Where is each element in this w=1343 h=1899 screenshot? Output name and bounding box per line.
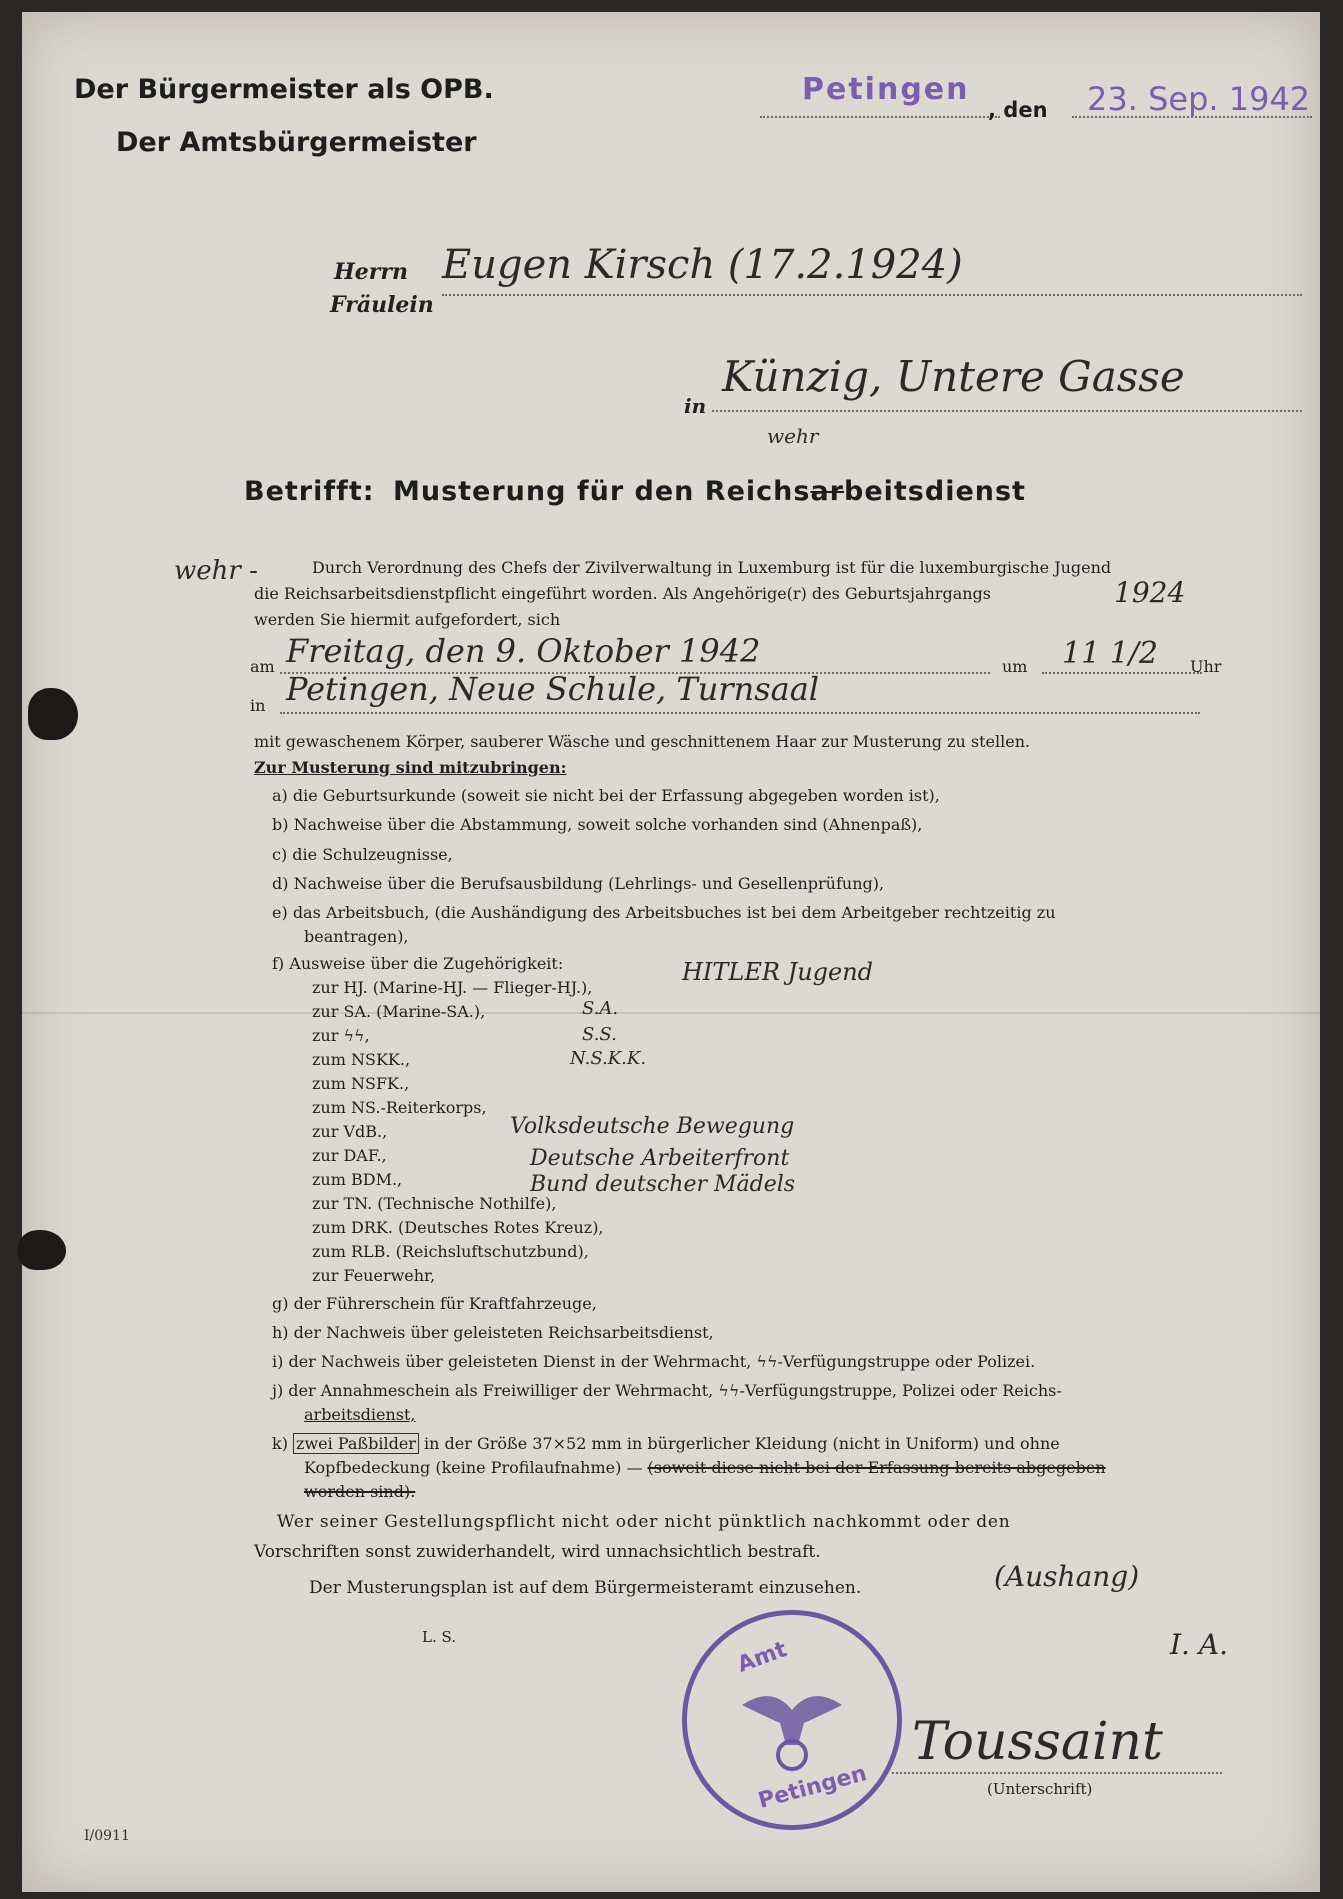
authority-line-1: Der Bürgermeister als OPB.	[74, 74, 494, 105]
stamp-top-text: Amt	[734, 1637, 791, 1678]
subject-text: Musterung für den Reichs	[392, 476, 811, 507]
item-j: j) der Annahmeschein als Freiwilliger der Wehrmacht, ϟϟ-Verfügungstruppe, Polizei oder Reichs-	[272, 1381, 1062, 1400]
item-j-cont: arbeitsdienst,	[304, 1405, 416, 1424]
subject-insert-wehr: wehr	[767, 424, 819, 448]
form-number: I/0911	[84, 1828, 130, 1844]
closing-line-2: Vorschriften sonst zuwiderhandelt, wird unnachsichtlich bestraft.	[254, 1542, 821, 1562]
am-label: am	[250, 657, 275, 676]
membership-bdm: zum BDM.,	[312, 1170, 403, 1189]
item-d: d) Nachweise über die Berufsausbildung (Lehrlings- und Gesellenprüfung),	[272, 874, 885, 893]
document-sheet	[22, 12, 1320, 1892]
signature: Toussaint	[912, 1712, 1163, 1772]
in-label-2: in	[250, 696, 266, 715]
note-sa: S.A.	[582, 998, 619, 1019]
membership-drk: zum DRK. (Deutsches Rotes Kreuz),	[312, 1218, 604, 1237]
item-g: g) der Führerschein für Kraftfahrzeuge,	[272, 1294, 597, 1313]
official-stamp	[682, 1610, 902, 1830]
body-line-4: mit gewaschenem Körper, sauberer Wäsche und geschnittenem Haar zur Musterung zu stellen.	[254, 732, 1031, 751]
subject-prefix: Betrifft:	[244, 476, 375, 507]
date-stamp: 23. Sep. 1942	[1087, 80, 1311, 118]
eagle-emblem	[732, 1665, 852, 1785]
in-value: Petingen, Neue Schule, Turnsaal	[286, 670, 820, 708]
subject-line	[244, 476, 1026, 507]
margin-note-wehr: wehr -	[174, 556, 258, 586]
item-k-cont-2: worden sind).	[304, 1482, 416, 1501]
ia-note: I. A.	[1170, 1628, 1228, 1661]
membership-reiterkorps: zum NS.-Reiterkorps,	[312, 1098, 487, 1117]
item-f: f) Ausweise über die Zugehörigkeit:	[272, 954, 564, 973]
body-line-3: werden Sie hiermit aufgefordert, sich	[254, 610, 561, 629]
item-b: b) Nachweise über die Abstammung, soweit solche vorhanden sind (Ahnenpaß),	[272, 815, 923, 834]
birth-year: 1924	[1114, 576, 1186, 609]
authority-line-2: Der Amtsbürgermeister	[116, 127, 477, 158]
uhr-label: Uhr	[1190, 657, 1222, 676]
note-hitler-jugend: HITLER Jugend	[682, 958, 874, 986]
note-ss: S.S.	[582, 1024, 617, 1045]
membership-hj: zur HJ. (Marine-HJ. — Flieger-HJ.),	[312, 978, 593, 997]
closing-line-3: Der Musterungsplan ist auf dem Bürgermeisteramt einzusehen.	[309, 1578, 862, 1598]
item-e: e) das Arbeitsbuch, (die Aushändigung des Arbeitsbuches ist bei dem Arbeitgeber rechtzeitig zu	[272, 903, 1056, 922]
um-value: 11 1/2	[1062, 636, 1158, 671]
salutation-herrn: Herrn	[334, 259, 408, 285]
body-line-2: die Reichsarbeitsdienstpflicht eingeführt worden. Als Angehörige(r) des Geburtsjahrgangs	[254, 584, 991, 603]
membership-sa: zur SA. (Marine-SA.),	[312, 1002, 486, 1021]
am-value: Freitag, den 9. Oktober 1942	[286, 632, 761, 670]
membership-daf: zur DAF.,	[312, 1146, 387, 1165]
item-k-cont: Kopfbedeckung (keine Profilaufnahme) — (soweit diese nicht bei der Erfassung bereits abgegeben	[304, 1458, 1106, 1477]
ls-label: L. S.	[422, 1628, 457, 1646]
membership-nsfk: zum NSFK.,	[312, 1074, 410, 1093]
salutation-fraeulein: Fräulein	[330, 292, 434, 318]
note-aushang: (Aushang)	[994, 1560, 1140, 1593]
bring-heading: Zur Musterung sind mitzubringen:	[254, 758, 567, 777]
membership-ss: zur ϟϟ,	[312, 1026, 370, 1045]
subject-suffix: beitsdienst	[844, 476, 1026, 507]
note-vdb: Volksdeutsche Bewegung	[510, 1114, 795, 1139]
punch-hole-top	[28, 688, 78, 740]
item-k: k) zwei Paßbilder in der Größe 37×52 mm in bürgerlicher Kleidung (nicht in Uniform) und ohne	[272, 1434, 1060, 1453]
stamp-bottom-text: Petingen	[755, 1761, 870, 1814]
membership-nskk: zum NSKK.,	[312, 1050, 411, 1069]
place-stamp: Petingen	[802, 72, 970, 107]
membership-rlb: zum RLB. (Reichsluftschutzbund),	[312, 1242, 589, 1261]
membership-vdb: zur VdB.,	[312, 1122, 388, 1141]
addressee-place: Künzig, Untere Gasse	[722, 352, 1185, 401]
subject-struck: ar	[810, 476, 844, 507]
item-c: c) die Schulzeugnisse,	[272, 845, 453, 864]
membership-tn: zur TN. (Technische Nothilfe),	[312, 1194, 557, 1213]
addressee-name: Eugen Kirsch (17.2.1924)	[442, 242, 963, 288]
item-i: i) der Nachweis über geleisteten Dienst in der Wehrmacht, ϟϟ-Verfügungstruppe oder Polizei.	[272, 1352, 1036, 1371]
membership-feuerwehr: zur Feuerwehr,	[312, 1266, 436, 1285]
note-nskk: N.S.K.K.	[570, 1048, 647, 1069]
in-label: in	[684, 394, 707, 418]
body-line-1: Durch Verordnung des Chefs der Zivilverwaltung in Luxemburg ist für die luxemburgische Jugend	[312, 558, 1112, 577]
den-label: , den	[988, 98, 1048, 122]
um-label: um	[1002, 657, 1028, 676]
item-a: a) die Geburtsurkunde (soweit sie nicht bei der Erfassung abgegeben worden ist),	[272, 786, 940, 805]
item-e-cont: beantragen),	[304, 927, 409, 946]
item-h: h) der Nachweis über geleisteten Reichsarbeitsdienst,	[272, 1323, 714, 1342]
note-bdm: Bund deutscher Mädels	[530, 1172, 796, 1197]
closing-line-1: Wer seiner Gestellungspflicht nicht oder nicht pünktlich nachkommt oder den	[277, 1512, 1011, 1532]
signature-label: (Unterschrift)	[987, 1780, 1093, 1798]
note-daf: Deutsche Arbeiterfront	[530, 1146, 790, 1171]
punch-hole-bottom	[18, 1230, 66, 1270]
